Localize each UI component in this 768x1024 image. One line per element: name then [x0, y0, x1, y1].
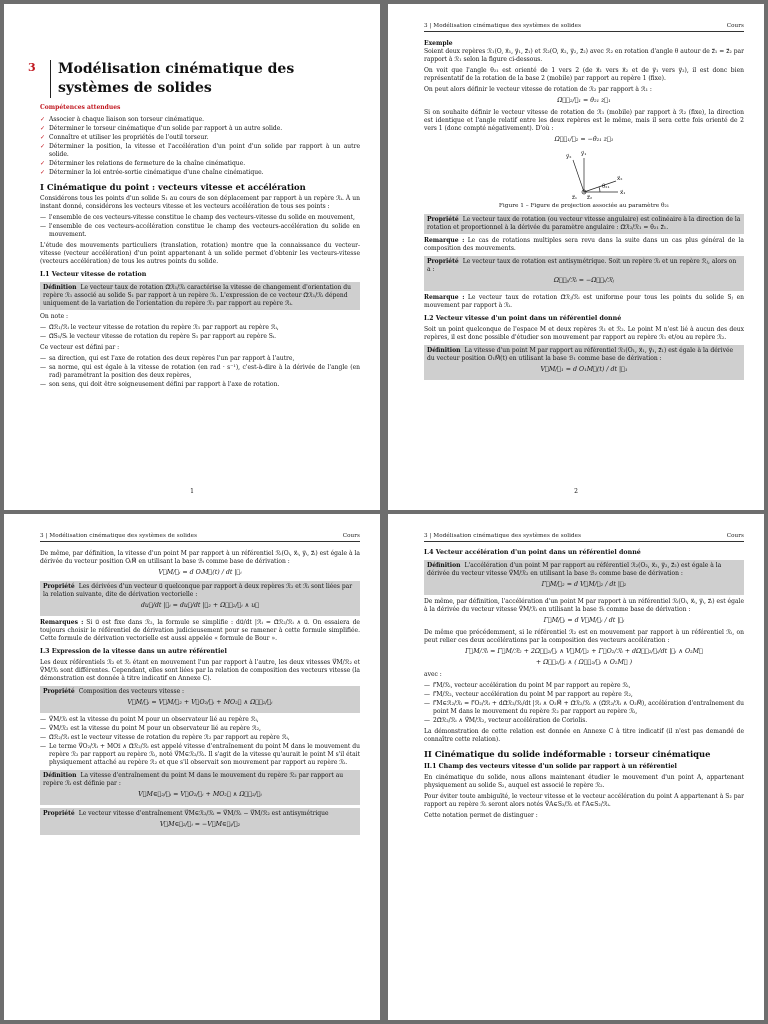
list-item: — 2Ω⃗ℛ₂/ℛᵢ ∧ V⃗M/ℛ₂, vecteur accélération de Coriolis. — [424, 717, 744, 725]
bullet-list — [40, 355, 360, 389]
list-item: — Γ⃗M/ℛ₂, vecteur accélération du point M par rapport au repère ℛ₂, — [424, 691, 744, 699]
box-label: Propriété — [43, 583, 75, 590]
list-item: ✓ Connaître et utiliser les propriétés de l'outil torseur. — [40, 134, 360, 142]
box-label: Définition — [427, 562, 461, 569]
box-text: Les dérivées d'un vecteur u⃗ quelconque par rapport à deux repères ℛ₂ et ℛᵢ sont liées par la relation suivante, dite de dérivation vectorielle : — [43, 583, 353, 598]
remark-text: Le vecteur taux de rotation Ω⃗ℛⱼ/ℛᵢ est uniforme pour tous les points du solide Sⱼ en mouvement par rapport à ℛᵢ. — [424, 294, 744, 309]
list-item: ✓ Déterminer le torseur cinématique d'un solide par rapport à un autre solide. — [40, 125, 360, 133]
definition-box — [424, 345, 744, 380]
list-item: — Γ⃗M∈ℛ₂/ℛᵢ = Γ⃗O₂/ℛᵢ + dΩ⃗ℛ₂/ℛᵢ/dt |ℛᵢ ∧ O₂M⃗ + Ω⃗ℛ₂/ℛᵢ ∧ (Ω⃗ℛ₂/ℛᵢ ∧ O₂M⃗), accélération d'entraînement du point M dans le mouvement du repère ℛ₂ par rapport au repère ℛᵢ, — [424, 700, 744, 716]
box-label: Définition — [43, 772, 77, 779]
paragraph: On peut alors définir le vecteur vitesse de rotation de ℛ₂ par rapport à ℛ₁ : — [424, 86, 652, 93]
figure-caption: Figure 1 – Figure de projection associée au paramètre θ₂₁ — [498, 203, 670, 209]
bullet-list — [40, 214, 360, 239]
section-heading: II Cinématique du solide indéformable : torseur cinématique — [424, 749, 711, 759]
remark-text: Si u⃗ est fixe dans ℛ₂, la formule se simplifie : du⃗/dt |ℛᵢ = Ω⃗ℛ₂/ℛᵢ ∧ u⃗. On essaiera de toujours choisir le référentiel de dérivation judicieusement pour se ramener à cette formule simplifiée. Cette formule de dérivation vectorielle est aussi appelée « formule de Bour ». — [40, 619, 360, 642]
running-header — [424, 532, 744, 542]
paragraph: Soient deux repères ℛ₁(O, x⃗₁, y⃗₁, z⃗₁) et ℛ₂(O, x⃗₂, y⃗₂, z⃗₂) avec ℛ₂ en rotation d'angle θ autour de z⃗₁ = z⃗₂ par rapport à ℛ₁ selon la figure ci-dessous. — [424, 48, 744, 63]
formula: + Ω⃗ℛ₂/ℛᵢ ∧ ( Ω⃗ℛ₂/ℛᵢ ∧ O₂M⃗ ) — [535, 659, 633, 666]
formula: Ω⃗ℛ₁/ℛ₂ = −θ̇₂₁ z⃗₁ — [554, 136, 614, 143]
formula: Γ⃗M/ℛᵢ = Γ⃗M/ℛ₂ + 2Ω⃗ℛ₂/ℛᵢ ∧ V⃗M/ℛ₂ + Γ⃗O₂/ℛᵢ + dΩ⃗ℛ₂/ℛᵢ/dt |ℛᵢ ∧ O₂M⃗ — [465, 648, 703, 655]
list-item: — son sens, qui doit être soigneusement défini par rapport à l'axe de rotation. — [40, 381, 360, 389]
fig-label: z⃗₂ — [587, 195, 593, 200]
list-item: — V⃗M/ℛ₂ est la vitesse du point M pour un observateur lié au repère ℛ₂, — [40, 725, 360, 733]
fig-label: θ₂₁ — [602, 184, 610, 190]
paragraph: L'étude des mouvements particuliers (translation, rotation) montre que la connaissance du vecteur-vitesse (vecteur accélération) d'un point appartenant à un solide permet d'obtenir les vecteurs-vitesse (vecteurs accélération) de tous les autres points du solide. — [40, 242, 360, 265]
box-text: Composition des vecteurs vitesse : — [78, 688, 185, 695]
formula: V⃗M∈ℛ₂/ℛᵢ = V⃗O₂/ℛᵢ + MO₂⃗ ∧ Ω⃗ℛ₂/ℛᵢ — [138, 791, 262, 798]
projection-figure — [424, 148, 744, 200]
fig-label: z⃗₁ — [572, 195, 578, 200]
formula: V⃗M∈ℛ₂/ℛᵢ = −V⃗M∈ℛᵢ/ℛ₂ — [159, 821, 241, 828]
property-box — [40, 808, 360, 835]
list-item: ✓ Déterminer la loi entrée-sortie cinématique d'une chaîne cinématique. — [40, 169, 360, 177]
page-number: 2 — [574, 488, 578, 495]
subsection-heading: II.1 Champ des vecteurs vitesse d'un solide par rapport à un référentiel — [424, 763, 677, 770]
list-item: — V⃗M/ℛᵢ est la vitesse du point M pour un observateur lié au repère ℛᵢ, — [40, 716, 360, 724]
running-header — [40, 532, 360, 542]
chapter-title-block — [28, 56, 360, 96]
formula: V⃗M/ℛᵢ = d OᵢM⃗(t) / dt |ℬᵢ — [158, 569, 242, 576]
page-3 — [4, 514, 380, 1020]
formula: Ω⃗ℛⱼ/ℛᵢ = −Ω⃗ℛᵢ/ℛⱼ — [553, 277, 615, 284]
box-label: Propriété — [43, 810, 75, 817]
page-2 — [388, 4, 764, 510]
remark-label: Remarque : — [424, 294, 465, 301]
bullet-list — [40, 324, 360, 341]
subsection-heading: I.3 Expression de la vitesse dans un autre référentiel — [40, 648, 227, 655]
competences-list — [40, 116, 360, 177]
paragraph: On voit que l'angle θ₂₁ est orienté de 1 vers 2 (de x⃗₁ vers x⃗₂ et de y⃗₁ vers y⃗₂), il est donc bien représentatif de la rotation de la base 2 (mobile) par rapport au repère 1 (fixe). — [424, 67, 744, 82]
property-box — [424, 256, 744, 291]
paragraph: De même, par définition, la vitesse d'un point M par rapport à un référentiel ℛᵢ(Oᵢ, x⃗ᵢ, y⃗ᵢ, z⃗ᵢ) est égale à la dérivée du vecteur position OᵢM⃗ en utilisant la base ℬᵢ comme base de dérivation : — [40, 550, 360, 565]
bullet-list — [40, 716, 360, 767]
list-item: — l'ensemble de ces vecteurs-vitesse constitue le champ des vecteurs-vitesse du solide en mouvement, — [40, 214, 360, 222]
property-box — [40, 581, 360, 616]
list-item: ✓ Déterminer la position, la vitesse et l'accélération d'un point d'un solide par rapport à un autre solide. — [40, 143, 360, 159]
section-heading: I Cinématique du point : vecteurs vitesse et accélération — [40, 182, 306, 192]
definition-box — [424, 560, 744, 595]
property-box — [424, 214, 744, 234]
list-item: ✓ Déterminer les relations de fermeture de la chaîne cinématique. — [40, 160, 360, 168]
box-label: Propriété — [427, 258, 459, 265]
subsection-heading: I.1 Vecteur vitesse de rotation — [40, 271, 147, 278]
page-number: 1 — [190, 488, 194, 495]
running-header — [424, 22, 744, 32]
paragraph: avec : — [424, 671, 442, 678]
paragraph: De même, par définition, l'accélération d'un point M par rapport à un référentiel ℛᵢ(Oᵢ, x⃗ᵢ, y⃗ᵢ, z⃗ᵢ) est égale à la dérivée du vecteur vitesse V⃗M/ℛᵢ en utilisant la base ℬᵢ comme base de dérivation : — [424, 598, 744, 613]
bullet-list — [424, 682, 744, 725]
paragraph: Ce vecteur est défini par : — [40, 344, 120, 351]
fig-label: x⃗₁ — [620, 190, 626, 196]
list-item: ✓ Associer à chaque liaison son torseur cinématique. — [40, 116, 360, 124]
header-cours: Cours — [726, 23, 744, 29]
formula: V⃗M/ℛ₁ = d O₁M⃗(t) / dt |ℬ₁ — [540, 366, 628, 373]
box-label: Définition — [427, 347, 461, 354]
projection-diagram — [424, 148, 744, 200]
competences-title: Compétences attendues — [40, 104, 121, 111]
paragraph: Pour éviter toute ambiguïté, le vecteur vitesse et le vecteur accélération du point A appartenant à S₂ par rapport au repère ℛᵢ seront alors notés V⃗A∈S₂/ℛᵢ et Γ⃗A∈S₂/ℛᵢ. — [424, 793, 744, 808]
box-text: La vitesse d'un point M par rapport au référentiel ℛ₁(O₁, x⃗₁, y⃗₁, z⃗₁) est égale à la dérivée du vecteur position O₁M⃗(t) en utilisant la base ℬ₁ comme base de dérivation : — [427, 347, 734, 362]
chapter-number: 3 — [28, 61, 36, 74]
subsection-heading: I.2 Vecteur vitesse d'un point dans un référentiel donné — [424, 315, 622, 322]
list-item: — Ω⃗S₁/Sᵢ le vecteur vitesse de rotation du repère S₁ par rapport au repère Sᵢ. — [40, 333, 360, 341]
page-1 — [4, 4, 380, 510]
page-4 — [388, 514, 764, 1020]
subsection-heading: I.4 Vecteur accélération d'un point dans un référentiel donné — [424, 549, 641, 556]
property-box — [40, 686, 360, 713]
chapter-title: Modélisation cinématique des systèmes de solides — [58, 61, 295, 96]
box-text: Le vecteur vitesse d'entraînement V⃗M∈ℛ₂/ℛᵢ = V⃗M/ℛᵢ − V⃗M/ℛ₂ est antisymétrique — [78, 810, 329, 817]
paragraph: On note : — [40, 313, 69, 320]
definition-box — [40, 770, 360, 805]
box-text: Le vecteur taux de rotation est antisymétrique. Soit un repère ℛᵢ et un repère ℛⱼ, alors on a : — [427, 258, 737, 273]
box-label: Propriété — [427, 216, 459, 223]
box-text: La vitesse d'entraînement du point M dans le mouvement du repère ℛ₂ par rapport au repère ℛᵢ est définie par : — [43, 772, 344, 787]
remark-label: Remarques : — [40, 619, 84, 626]
header-title: 3 | Modélisation cinématique des systèmes de solides — [424, 23, 582, 29]
list-item: — Ω⃗ℛ₁/ℛᵢ le vecteur vitesse de rotation du repère ℛ₁ par rapport au repère ℛᵢ, — [40, 324, 360, 332]
formula: du⃗/dt |ℛᵢ = du⃗/dt |ℛ₂ + Ω⃗ℛ₂/ℛᵢ ∧ u⃗ — [140, 602, 260, 609]
box-label: Définition — [43, 284, 77, 291]
formula: Γ⃗M/ℛᵢ = d V⃗M/ℛᵢ / dt |ℬᵢ — [543, 617, 625, 624]
list-item: — sa norme, qui est égale à la vitesse de rotation (en rad · s⁻¹), c'est-à-dire à la dérivée de l'angle (en rad) paramétrant la position des deux repères, — [40, 364, 360, 380]
paragraph: De même que précédemment, si le référentiel ℛ₂ est en mouvement par rapport à un référentiel ℛᵢ, on peut relier ces deux accélérations par la composition des vecteurs accélération : — [424, 629, 744, 644]
header-title: 3 | Modélisation cinématique des systèmes de solides — [40, 533, 198, 539]
header-title: 3 | Modélisation cinématique des systèmes de solides — [424, 533, 582, 539]
list-item: — Γ⃗M/ℛᵢ, vecteur accélération du point M par rapport au repère ℛᵢ, — [424, 682, 744, 690]
formula: V⃗M/ℛᵢ = V⃗M/ℛ₂ + V⃗O₂/ℛᵢ + MO₂⃗ ∧ Ω⃗ℛ₂/ℛᵢ — [127, 699, 273, 706]
box-text: L'accélération d'un point M par rapport au référentiel ℛ₂(O₂, x⃗₂, y⃗₂, z⃗₂) est égale à la dérivée du vecteur vitesse V⃗M/ℛ₂ en utilisant la base ℬ₂ comme base de dérivation : — [427, 562, 722, 577]
header-cours: Cours — [726, 533, 744, 539]
list-item: — Ω⃗ℛ₂/ℛᵢ est le vecteur vitesse de rotation du repère ℛ₂ par rapport au repère ℛᵢ, — [40, 734, 360, 742]
list-item: — Le terme V⃗O₂/ℛᵢ + MO₂⃗ ∧ Ω⃗ℛ₂/ℛᵢ est appelé vitesse d'entraînement du point M dans le mouvement du repère ℛ₂ par rapport au repère ℛᵢ, noté V⃗M∈ℛ₂/ℛᵢ. Il s'agit de la vitesse qu'aurait le point M s'il était physiquement attaché au repère ℛ₂ et que s'il observait son mouvement par rapport au repère ℛᵢ. — [40, 743, 360, 767]
list-item: — sa direction, qui est l'axe de rotation des deux repères l'un par rapport à l'autre, — [40, 355, 360, 363]
remark-text: Le cas de rotations multiples sera revu dans la suite dans un cas plus général de la composition des mouvements. — [424, 237, 744, 252]
paragraph: Si on souhaite définir le vecteur vitesse de rotation de ℛ₁ (mobile) par rapport à ℛ₂ (fixe), la direction est identique et l'angle relatif entre les deux repères est le même, mais il sera cette fois orienté de 2 vers 1 (donc compté négativement). D'où : — [424, 109, 744, 132]
box-text: Le vecteur taux de rotation (ou vecteur vitesse angulaire) est colinéaire à la direction de la rotation et proportionnel à la dérivée du paramètre angulaire : Ω⃗ℛ₂/ℛ₁ = θ̇₂₁ z⃗₁. — [427, 216, 741, 231]
remark-label: Remarque : — [424, 237, 465, 244]
box-text: Le vecteur taux de rotation Ω⃗ℛ₁/ℛᵢ caractérise la vitesse de changement d'orientation du repère ℛ₁ associé au solide S₁ par rapport à un repère ℛᵢ. L'expression de ce vecteur Ω⃗ℛ₁/ℛᵢ dépend uniquement de la variation de l'orientation du repère ℛ₁ par rapport au repère ℛᵢ. — [43, 284, 351, 307]
paragraph: En cinématique du solide, nous allons maintenant étudier le mouvement d'un point A, appartenant physiquement au solide S₂, auquel est associé le repère ℛ₂. — [424, 774, 744, 789]
paragraph: Considérons tous les points d'un solide S₁ au cours de son déplacement par rapport à un repère ℛᵢ. À un instant donné, considérons les vecteurs vitesse et les vecteurs accélération de tous ses points : — [40, 195, 360, 210]
header-cours: Cours — [342, 533, 360, 539]
chapter-divider — [50, 60, 51, 98]
fig-label: y⃗₁ — [581, 151, 587, 157]
fig-label: y⃗₂ — [566, 154, 572, 160]
formula: Γ⃗M/ℛ₂ = d V⃗M/ℛ₂ / dt |ℬ₂ — [541, 581, 627, 588]
formula: Ω⃗ℛ₂/ℛ₁ = θ̇₂₁ z⃗₁ — [557, 97, 611, 104]
box-label: Propriété — [43, 688, 75, 695]
fig-label: x⃗₂ — [617, 176, 623, 182]
example-title: Exemple — [424, 40, 453, 47]
paragraph: Soit un point quelconque de l'espace M et deux repères ℛ₁ et ℛ₂. Le point M n'est lié à aucun des deux repères, il est donc possible d'étudier son mouvement par rapport au repère ℛ₁ et/ou au repère ℛ₂. — [424, 326, 744, 341]
definition-box — [40, 282, 360, 310]
list-item: — l'ensemble de ces vecteurs-accélération constitue le champ des vecteurs-accélération du solide en mouvement. — [40, 223, 360, 239]
paragraph: Les deux référentiels ℛ₂ et ℛᵢ étant en mouvement l'un par rapport à l'autre, les deux vitesses V⃗M/ℛ₂ et V⃗M/ℛᵢ sont différentes. Cependant, elles sont liées par la relation de composition des vecteurs vitesse (la démonstration est donnée à titre indicatif en Annexe C). — [40, 659, 360, 682]
paragraph: Cette notation permet de distinguer : — [424, 812, 538, 819]
paragraph: La démonstration de cette relation est donnée en Annexe C à titre indicatif (il n'est pas demandé de connaître cette relation). — [424, 728, 744, 743]
